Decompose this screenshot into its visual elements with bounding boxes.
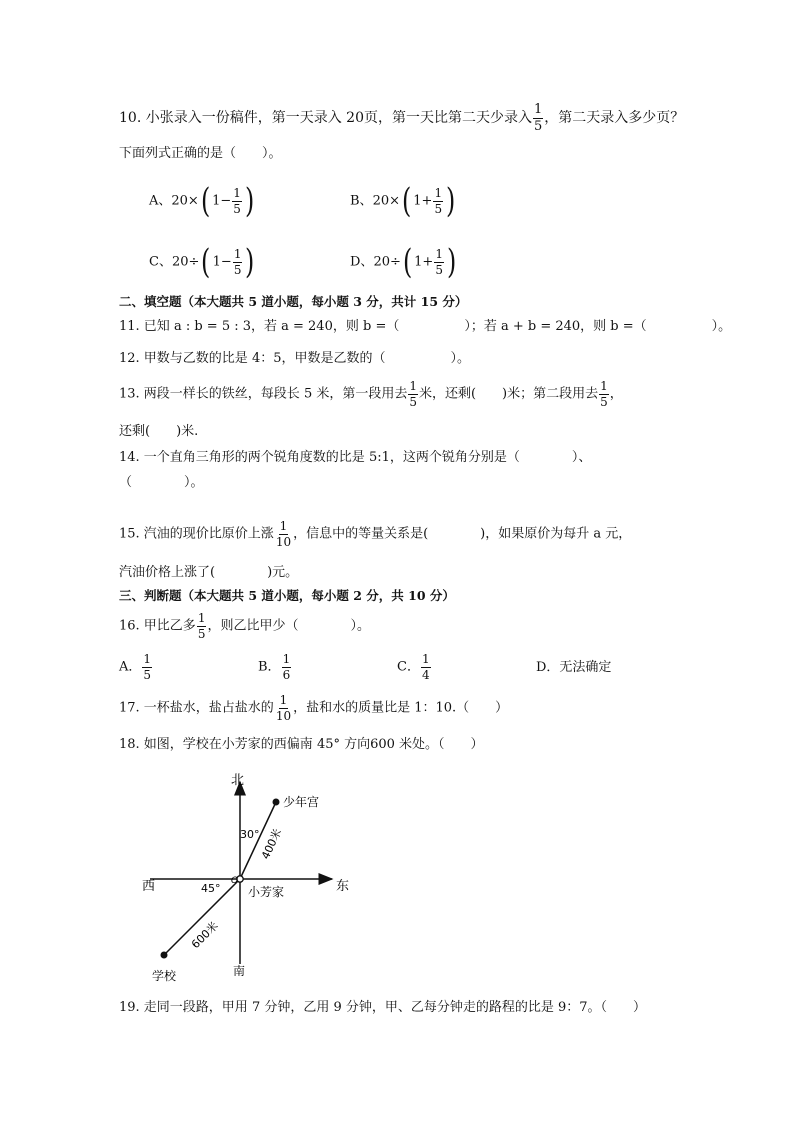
q16-option-c[interactable]: C． $\frac{1}{4}$ [397,652,430,682]
q10-line2: 下面列式正确的是（ ）。 [119,146,282,161]
q10-option-c[interactable]: C、20÷( 1− $\frac{1}{5}$ ) [149,242,255,282]
q10-option-b[interactable]: B、20×( 1+ $\frac{1}{5}$ ) [350,181,456,221]
section-3-heading: 三、判断题（本大题共 5 道小题，每小题 2 分，共 10 分） [119,588,455,603]
east-label: 东 [336,879,350,894]
section-2-heading: 二、填空题（本大题共 5 道小题，每小题 3 分，共计 15 分） [119,294,468,309]
option-b-fraction: $\frac{1}{5}$ [434,185,443,216]
palace-point [273,799,280,806]
q17: 17. 一杯盐水，盐占盐水的 $\frac{1}{10}$ ，盐和水的质量比是 1：10.（ ） [119,693,509,723]
option-d-fraction: $\frac{1}{5}$ [435,246,443,277]
dist-palace-label: 400米 [258,826,285,862]
dist-school-label: 600米 [188,919,221,952]
north-label: 北 [231,773,245,788]
q14-line2: （ ）。 [119,475,204,490]
q16-line1: 16. 甲比乙多 $\frac{1}{5}$ ，则乙比甲少（ ）。 [119,611,370,641]
q15-fraction: $\frac{1}{10}$ [275,519,292,549]
q12: 12. 甲数与乙数的比是 4：5，甲数是乙数的（ ）。 [119,351,470,366]
q13-line1: 13. 两段一样长的铁丝，每段长 5 米，第一段用去 $\frac{1}{5}$ 米，还剩( )米；第二段用去 $\frac{1}{5}$ ， [119,379,623,409]
q11: 11. 已知 a : b = 5 : 3，若 a = 240，则 b =（ ）；若 a + b = 240，则 b =（ ）。 [119,319,732,334]
q15-line1: 15. 汽油的现价比原价上涨 $\frac{1}{10}$ ，信息中的等量关系是( )，如果原价为每升 a 元， [119,519,632,549]
q16-option-c-fraction: $\frac{1}{4}$ [421,652,430,682]
q15-line2: 汽油价格上涨了( )元。 [119,565,299,580]
q16-option-a[interactable]: A． $\frac{1}{5}$ [119,652,152,682]
q17-fraction: $\frac{1}{10}$ [275,693,292,723]
school-label: 学校 [152,969,177,983]
q10-line1: 10. 小张录入一份稿件，第一天录入 20页，第一天比第二天少录入 $\frac{1}{5}$ ，第二天录入多少页？ [119,102,685,134]
angle-palace-label: 30° [240,828,260,841]
q13-fraction-1: $\frac{1}{5}$ [409,379,417,409]
west-label: 西 [142,879,156,894]
q14-line1: 14. 一个直角三角形的两个锐角度数的比是 5:1，这两个锐角分别是（ ）、 [119,450,592,465]
q13-line2: 还剩( )米. [119,424,199,439]
q16-fraction: $\frac{1}{5}$ [197,611,206,641]
q13-fraction-2: $\frac{1}{5}$ [600,379,608,409]
angle-school-label: 45° [201,882,221,895]
option-a-fraction: $\frac{1}{5}$ [233,185,241,216]
south-label: 南 [233,964,246,978]
origin-label: O [231,876,239,886]
palace-label: 少年宫 [283,795,320,809]
q10-option-d[interactable]: D、20÷( 1+ $\frac{1}{5}$ ) [350,242,457,282]
q19: 19. 走同一段路，甲用 7 分钟，乙用 9 分钟，甲、乙每分钟走的路程的比是 9：7。（ ） [119,1000,647,1015]
q16-option-a-fraction: $\frac{1}{5}$ [143,652,152,682]
direction-diagram [130,768,360,988]
q10-option-a[interactable]: A、20×( 1− $\frac{1}{5}$ ) [149,181,255,221]
q18: 18. 如图，学校在小芳家的西偏南 45° 方向600 米处。（ ） [119,737,484,752]
option-c-fraction: $\frac{1}{5}$ [233,246,242,277]
q16-option-b-fraction: $\frac{1}{6}$ [282,652,291,682]
school-point [161,952,168,959]
home-label: 小芳家 [248,885,285,899]
q16-option-b[interactable]: B． $\frac{1}{6}$ [258,652,291,682]
q16-option-d[interactable]: D．无法确定 [536,660,612,675]
q10-fraction: $\frac{1}{5}$ [533,102,543,134]
